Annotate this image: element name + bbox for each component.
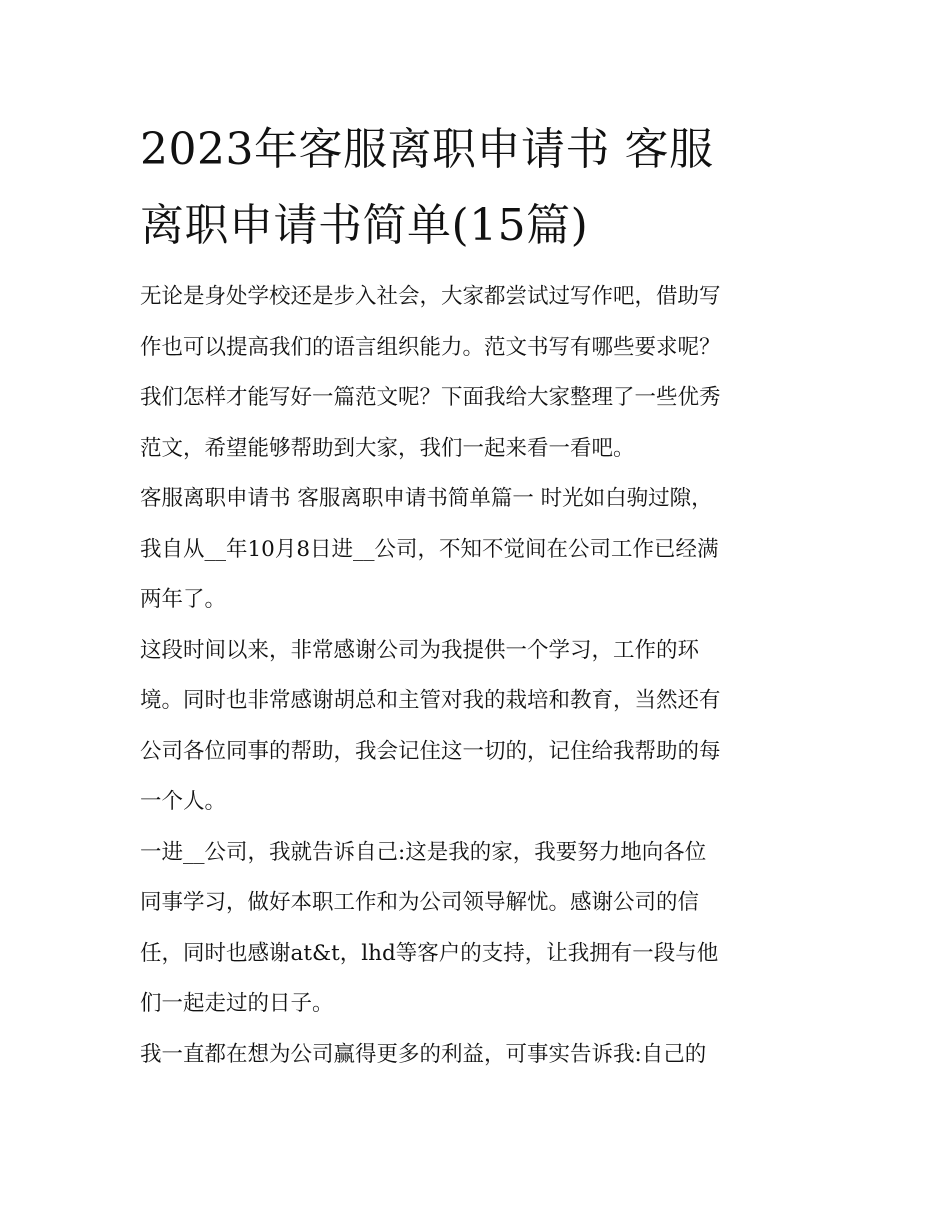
paragraph-3 [140, 828, 820, 1030]
text-line: 一进__公司，我就告诉自己:这是我的家，我要努力地向各位 [140, 839, 707, 865]
text-line: 范文，希望能够帮助到大家，我们一起来看一看吧。 [140, 435, 635, 461]
paragraph-4 [140, 1030, 820, 1081]
text-line: 作也可以提高我们的语言组织能力。范文书写有哪些要求呢？ [140, 334, 721, 360]
paragraph-1 [140, 474, 820, 626]
text-line: 任，同时也感谢at&t，lhd等客户的支持，让我拥有一段与他 [140, 940, 719, 966]
title-line-2: 离职申请书简单(15篇) [140, 200, 589, 251]
text-line: 我一直都在想为公司赢得更多的利益，可事实告诉我:自己的 [140, 1041, 707, 1067]
text-line: 两年了。 [140, 587, 227, 612]
text-line: 一个人。 [140, 789, 227, 814]
text-line: 客服离职申请书 客服离职申请书简单篇一 时光如白驹过隙， [140, 486, 713, 511]
text-line: 公司各位同事的帮助，我会记住这一切的，记住给我帮助的每 [140, 738, 721, 764]
paragraph-intro [140, 272, 820, 474]
document-title [140, 112, 820, 264]
text-line: 们一起走过的日子。 [140, 991, 334, 1016]
document-page [140, 112, 820, 1080]
title-line-1: 2023年客服离职申请书 客服 [140, 124, 714, 175]
text-line: 我自从__年10月8日进__公司，不知不觉间在公司工作已经满 [140, 536, 719, 562]
text-line: 我们怎样才能写好一篇范文呢？下面我给大家整理了一些优秀 [140, 385, 721, 410]
text-line: 同事学习，做好本职工作和为公司领导解忧。感谢公司的信 [140, 890, 700, 915]
text-line: 境。同时也非常感谢胡总和主管对我的栽培和教育，当然还有 [140, 688, 721, 713]
paragraph-2 [140, 626, 820, 828]
text-line: 无论是身处学校还是步入社会，大家都尝试过写作吧，借助写 [140, 284, 721, 309]
text-line: 这段时间以来，非常感谢公司为我提供一个学习，工作的环 [140, 637, 700, 663]
